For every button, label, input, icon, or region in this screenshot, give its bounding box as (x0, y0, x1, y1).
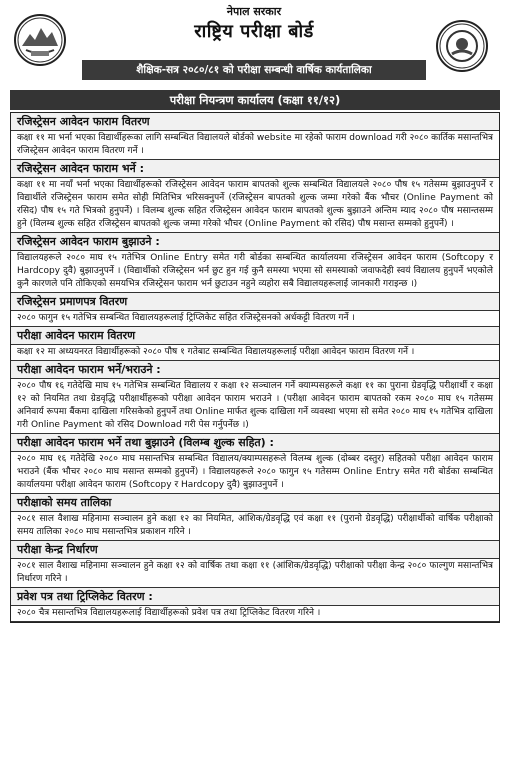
section-title: रजिस्ट्रेसन प्रमाणपत्र वितरण (11, 293, 499, 311)
exam-board-logo (436, 20, 488, 72)
section-body: २०८० फागुन १५ गतेभित्र सम्बन्धित विद्यालयहरूलाई ट्रिप्लिकेट सहित रजिस्ट्रेसनको अर्धकट्टी वितरण गर्ने । (11, 311, 499, 327)
government-title: नेपाल सरकार (226, 5, 282, 18)
section-title: परीक्षाको समय तालिका (11, 494, 499, 512)
office-title: परीक्षा नियन्त्रण कार्यालय (कक्षा ११/१२) (10, 90, 500, 110)
section-body: २०८० चैत्र मसान्तभित्र विद्यालयहरूलाई विद्यार्थीहरूको प्रवेश पत्र तथा ट्रिप्लिकेट वितरण गरिने । (11, 606, 499, 622)
board-title: राष्ट्रिय परीक्षा बोर्ड (194, 21, 314, 42)
section-title: रजिस्ट्रेसन आवेदन फाराम बुझाउने : (11, 233, 499, 251)
section-title: प्रवेश पत्र तथा ट्रिप्लिकेट वितरण : (11, 588, 499, 606)
section-registration-distribution (11, 113, 499, 160)
section-title: परीक्षा आवेदन फाराम वितरण (11, 327, 499, 345)
section-registration-fill (11, 160, 499, 233)
section-title: परीक्षा केन्द्र निर्धारण (11, 541, 499, 559)
section-body: कक्षा ११ मा नयाँ भर्ना भएका विद्यार्थीहरूको रजिस्ट्रेसन आवेदन फाराम बापतको शुल्क सम्बन्धित विद्यालयले २०८० पौष १५ गतेसम्म बुझाउनुपर्ने र विद्यार्थीले रजिस्ट्रेसन फाराम समेत सोही मितिभित्र भरिसक्नुपर्ने (रजिस्ट्रेसन बापतको शुल्क जम्मा गरेको बैंक भौचर (Online Payment को रसिद) पौष १५ गते भित्रको हुनुपर्ने) । विलम्ब शुल्क सहित रजिस्ट्रेसन आवेदन फाराम बापतको शुल्क बुझाउने अन्तिम म्याद २०८० पौष मसान्तसम्म हुने (विलम्ब शुल्क सहित रजिस्ट्रेसन बापतको शुल्क जम्मा गरेको भौचर (Online Payment को रसिद) पौष मसान्त सम्मको हुनुपर्ने) । (11, 178, 499, 233)
section-registration-certificate (11, 293, 499, 327)
section-body: विद्यालयहरूले २०८० माघ १५ गतेभित्र Online Entry समेत गरी बोर्डका सम्बन्धित कार्यालयमा रजिस्ट्रेसन आवेदन फाराम (Softcopy र Hardcopy दुवै) बुझाउनुपर्ने । (विद्यार्थीको रजिस्ट्रेसन भर्न छुट हुन गई कुनै समस्या भएमा सो समस्याको जवाफदेही स्वयं विद्यालय हुनुपर्ने भएकोले कुनै कारणले पनि तोकिएको समयभित्र रजिस्ट्रेसन फाराम भर्न छुटाउन नहुने व्यहोरा सबै विद्यालयहरूलाई जानकारी गराइन्छ ।) (11, 251, 499, 293)
section-body: २०८० पौष १६ गतेदेखि माघ १५ गतेभित्र सम्बन्धित विद्यालय र कक्षा १२ सञ्चालन गर्ने क्याम्पसहरूले कक्षा ११ का पुराना ग्रेडवृद्धि परीक्षार्थी र कक्षा १२ को नियमित तथा ग्रेडवृद्धि परीक्षार्थीहरूको परीक्षा आवेदन फाराम भराउने । (परीक्षा आवेदन फाराम बापतको रकम २०८० माघ १५ गतेसम्म अनिवार्य रूपमा बैंकमा दाखिला गरिसकेको हुनुपर्ने तथा Online मार्फत शुल्क दाखिला गर्ने व्यवस्था भएमा सो समेत २०८० माघ १५ गतेभित्र दाखिला गरी Online Payment को रसिद Download गरी पेस गर्नुपर्नेछ ।) (11, 379, 499, 434)
section-body: कक्षा ११ मा भर्ना भएका विद्यार्थीहरूका लागि सम्बन्धित विद्यालयले बोर्डको website मा रहेको फाराम download गरी २०८० कार्तिक मसान्तभित्र रजिस्ट्रेसन आवेदन फाराम वितरण गर्ने । (11, 131, 499, 160)
section-exam-form-late-fee (11, 434, 499, 494)
section-body: २०८१ साल वैशाख महिनामा सञ्चालन हुने कक्षा १२ का नियमित, आंशिक/ग्रेडवृद्धि एवं कक्षा ११ (पुरानो ग्रेडवृद्धि) परीक्षार्थीको वार्षिक परीक्षाको समय तालिका २०८० माघ मसान्तभित्र प्रकाशन गरिने । (11, 512, 499, 541)
schedule-table (10, 112, 500, 623)
section-exam-form-fill (11, 361, 499, 434)
section-title: रजिस्ट्रेसन आवेदन फाराम भर्ने : (11, 160, 499, 178)
document-header (0, 0, 508, 86)
section-admit-card (11, 588, 499, 622)
section-exam-schedule (11, 494, 499, 541)
section-title: परीक्षा आवेदन फाराम भर्ने तथा बुझाउने (विलम्ब शुल्क सहित) : (11, 434, 499, 452)
section-body: २०८१ साल वैशाख महिनामा सञ्चालन हुने कक्षा १२ को वार्षिक तथा कक्षा ११ (आंशिक/ग्रेडवृद्धि) परीक्षाको परीक्षा केन्द्र २०८० फाल्गुण मसान्तभित्र निर्धारण गरिने । (11, 559, 499, 588)
section-body: २०८० माघ १६ गतेदेखि २०८० माघ मसान्तभित्र सम्बन्धित विद्यालय/क्याम्पसहरूले विलम्ब शुल्क (दोब्बर दस्तुर) सहितको परीक्षा आवेदन फाराम भराउने (बैंक भौचर २०८० माघ मसान्त सम्मको हुनुपर्ने) । विद्यालयहरूले २०८० फागुन १५ गतेसम्म Online Entry समेत गरी बोर्डका सम्बन्धित कार्यालयमा परीक्षा आवेदन फाराम (Softcopy र Hardcopy दुवै) बुझाउनुपर्ने । (11, 452, 499, 494)
section-registration-submit (11, 233, 499, 293)
section-body: कक्षा १२ मा अध्ययनरत विद्यार्थीहरूको २०८० पौष १ गतेबाट सम्बन्धित विद्यालयहरूलाई परीक्षा आवेदन फाराम वितरण गर्ने । (11, 345, 499, 361)
section-exam-center (11, 541, 499, 588)
section-title: रजिस्ट्रेसन आवेदन फाराम वितरण (11, 113, 499, 131)
academic-session-banner: शैक्षिक-सत्र २०८०/८१ को परीक्षा सम्बन्धी वार्षिक कार्यतालिका (82, 60, 426, 80)
section-title: परीक्षा आवेदन फाराम भर्ने/भराउने : (11, 361, 499, 379)
section-exam-form-distribution (11, 327, 499, 361)
